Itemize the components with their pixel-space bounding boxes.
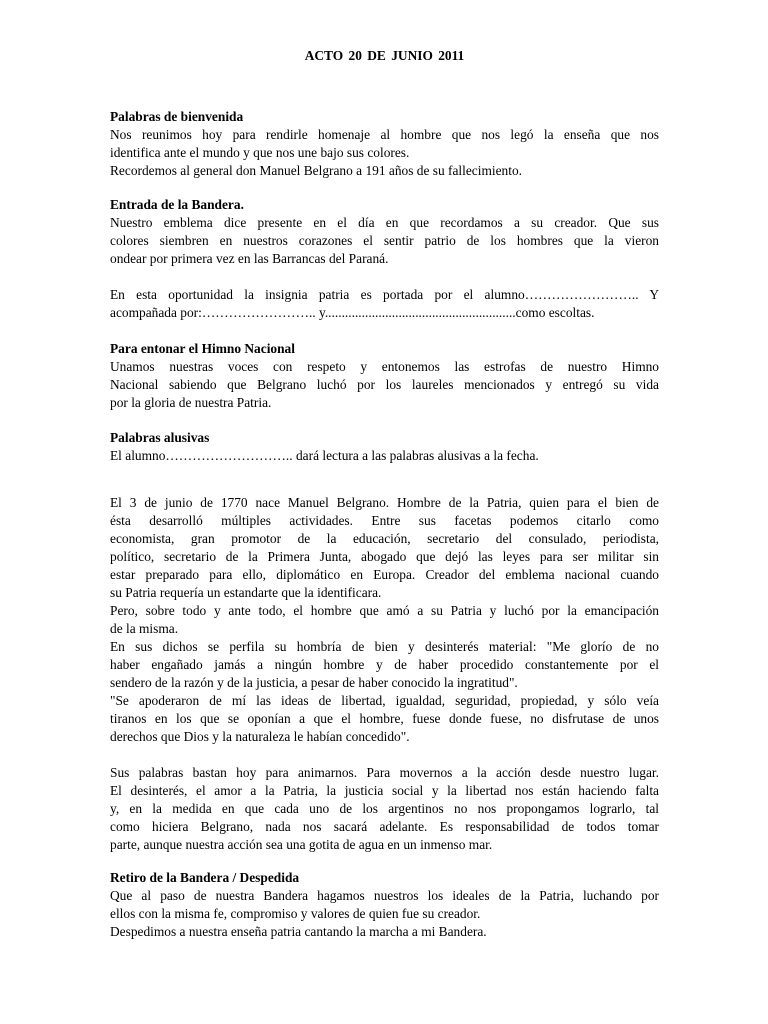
- paragraph-line: por la gloria de nuestra Patria.: [110, 395, 272, 410]
- paragraph-line: En sus dichos se perfila su hombría de bien y desinterés material: "Me glorío de no: [110, 639, 659, 654]
- paragraph-line: ondear por primera vez en las Barrancas del Paraná.: [110, 251, 389, 266]
- paragraph-line: economista, gran promotor de la educación, secretario del consulado, periodista,: [110, 531, 659, 546]
- section-heading: Palabras de bienvenida: [110, 109, 244, 124]
- paragraph-line: político, secretario de la Primera Junta, abogado que dejó las leyes para ser militar sin: [110, 549, 659, 564]
- paragraph-line: sendero de la razón y de la justicia, a pesar de haber conocido la ingratitud".: [110, 675, 518, 690]
- section-heading: Para entonar el Himno Nacional: [110, 341, 295, 356]
- paragraph-line: Pero, sobre todo y ante todo, el hombre que amó a su Patria y luchó por la emancipación: [110, 603, 659, 618]
- blank-line: [110, 268, 659, 286]
- document-title: ACTO 20 DE JUNIO 2011: [304, 48, 465, 63]
- paragraph-line: derechos que Dios y la naturaleza le habían concedido".: [110, 729, 410, 744]
- paragraph-line: Nacional sabiendo que Belgrano luchó por los laureles mencionados y entregó su vida: [110, 377, 659, 392]
- paragraph-line: Que al paso de nuestra Bandera hagamos nuestros los ideales de la Patria, luchando por: [110, 888, 659, 903]
- paragraph-line: El alumno……………………….. dará lectura a las palabras alusivas a la fecha.: [110, 448, 539, 463]
- paragraph-line: de la misma.: [110, 621, 179, 636]
- section-texto-alusivo: [110, 494, 659, 854]
- section-bienvenida: [110, 108, 659, 180]
- paragraph-line: Nuestro emblema dice presente en el día en que recordamos a su creador. Que sus: [110, 215, 659, 230]
- section-heading: Entrada de la Bandera.: [110, 197, 244, 212]
- section-palabras-alusivas: [110, 429, 659, 465]
- blank-line: [110, 746, 659, 764]
- section-himno-nacional: [110, 340, 659, 412]
- paragraph-line: El desinterés, el amor a la Patria, la justicia social y la libertad nos están haciendo falta: [110, 783, 659, 798]
- section-retiro-bandera: [110, 869, 659, 941]
- section-entrada-bandera: [110, 196, 659, 322]
- paragraph-line: acompañada por:…………………….. y.........................................................como escoltas.: [110, 305, 595, 320]
- paragraph-line: Nos reunimos hoy para rendirle homenaje al hombre que nos legó la enseña que nos: [110, 127, 659, 142]
- paragraph-line: "Se apoderaron de mí las ideas de libertad, igualdad, seguridad, propiedad, y sólo veía: [110, 693, 659, 708]
- paragraph-line: Despedimos a nuestra enseña patria cantando la marcha a mi Bandera.: [110, 924, 487, 939]
- section-heading: Palabras alusivas: [110, 430, 210, 445]
- paragraph-line: y, en la medida en que cada uno de los argentinos no nos propongamos lograrlo, tal: [110, 801, 659, 816]
- paragraph-line: estar preparado para ello, diplomático en Europa. Creador del emblema nacional cuando: [110, 567, 659, 582]
- paragraph-line: En esta oportunidad la insignia patria es portada por el alumno…………………….. Y: [110, 287, 659, 302]
- paragraph-line: El 3 de junio de 1770 nace Manuel Belgrano. Hombre de la Patria, quien para el bien de: [110, 495, 659, 510]
- paragraph-line: tiranos en los que se oponían a que el hombre, fuese donde fuese, no disfrutase de unos: [110, 711, 659, 726]
- paragraph-line: ésta desarrolló múltiples actividades. Entre sus facetas podemos citarlo como: [110, 513, 659, 528]
- paragraph-line: ellos con la misma fe, compromiso y valores de quien fue su creador.: [110, 906, 481, 921]
- paragraph-line: Sus palabras bastan hoy para animarnos. Para movernos a la acción desde nuestro lugar.: [110, 765, 659, 780]
- paragraph-line: haber engañado jamás a ningún hombre y de haber procedido constantemente por el: [110, 657, 659, 672]
- section-heading: Retiro de la Bandera / Despedida: [110, 870, 300, 885]
- paragraph-line: su Patria requería un estandarte que la identificara.: [110, 585, 382, 600]
- paragraph-line: Unamos nuestras voces con respeto y entonemos las estrofas de nuestro Himno: [110, 359, 659, 374]
- paragraph-line: Recordemos al general don Manuel Belgrano a 191 años de su fallecimiento.: [110, 163, 523, 178]
- paragraph-line: identifica ante el mundo y que nos une bajo sus colores.: [110, 145, 410, 160]
- paragraph-line: colores siembren en nuestros corazones el sentir patrio de los hombres que la vieron: [110, 233, 659, 248]
- paragraph-line: como hiciera Belgrano, nada nos sacará adelante. Es responsabilidad de todos tomar: [110, 819, 659, 834]
- paragraph-line: parte, aunque nuestra acción sea una gotita de agua en un inmenso mar.: [110, 837, 493, 852]
